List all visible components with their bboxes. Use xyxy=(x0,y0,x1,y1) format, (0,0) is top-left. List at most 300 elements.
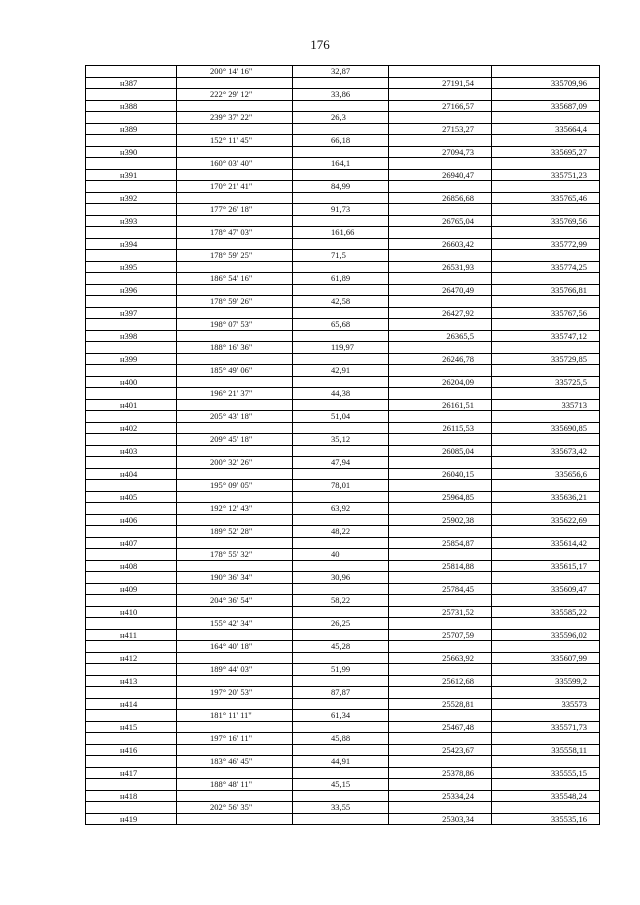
point-name-cell: н402 xyxy=(85,422,176,434)
x-coordinate-cell xyxy=(388,410,491,422)
direction-angle-cell xyxy=(176,445,292,457)
point-name-cell: н408 xyxy=(85,560,176,572)
direction-angle-cell: 189° 44' 03" xyxy=(176,663,292,675)
distance-cell xyxy=(292,445,388,457)
distance-cell xyxy=(292,146,388,158)
x-coordinate-cell: 25334,24 xyxy=(388,790,491,802)
table-row xyxy=(85,744,600,756)
x-coordinate-cell xyxy=(388,180,491,192)
x-coordinate-cell xyxy=(388,65,491,77)
point-name-cell xyxy=(85,594,176,606)
distance-cell xyxy=(292,514,388,526)
point-name-cell: н411 xyxy=(85,629,176,641)
table-row xyxy=(85,698,600,710)
table-row xyxy=(85,295,600,307)
distance-cell: 71,5 xyxy=(292,249,388,261)
distance-cell: 65,68 xyxy=(292,318,388,330)
x-coordinate-cell xyxy=(388,502,491,514)
direction-angle-cell xyxy=(176,399,292,411)
x-coordinate-cell: 26161,51 xyxy=(388,399,491,411)
distance-cell: 84,99 xyxy=(292,180,388,192)
distance-cell xyxy=(292,813,388,826)
distance-cell xyxy=(292,652,388,664)
page-number: 176 xyxy=(310,37,330,52)
direction-angle-cell xyxy=(176,123,292,135)
distance-cell: 40 xyxy=(292,548,388,560)
y-coordinate-cell: 335609,47 xyxy=(491,583,600,595)
distance-cell xyxy=(292,399,388,411)
point-name-cell: н390 xyxy=(85,146,176,158)
y-coordinate-cell: 335687,09 xyxy=(491,100,600,112)
y-coordinate-cell xyxy=(491,410,600,422)
y-coordinate-cell: 335729,85 xyxy=(491,353,600,365)
direction-angle-cell xyxy=(176,100,292,112)
y-coordinate-cell: 335535,16 xyxy=(491,813,600,826)
point-name-cell: н412 xyxy=(85,652,176,664)
table-row xyxy=(85,778,600,790)
point-name-cell xyxy=(85,341,176,353)
direction-angle-cell xyxy=(176,790,292,802)
point-name-cell: н398 xyxy=(85,330,176,342)
y-coordinate-cell xyxy=(491,387,600,399)
table-row xyxy=(85,617,600,629)
table-row xyxy=(85,502,600,514)
y-coordinate-cell: 335725,5 xyxy=(491,376,600,388)
x-coordinate-cell: 26470,49 xyxy=(388,284,491,296)
table-row xyxy=(85,755,600,767)
direction-angle-cell: 178° 47' 03" xyxy=(176,226,292,238)
table-row xyxy=(85,491,600,503)
y-coordinate-cell xyxy=(491,226,600,238)
point-name-cell xyxy=(85,295,176,307)
table-row xyxy=(85,318,600,330)
direction-angle-cell xyxy=(176,560,292,572)
distance-cell xyxy=(292,422,388,434)
direction-angle-cell: 178° 59' 25" xyxy=(176,249,292,261)
y-coordinate-cell xyxy=(491,157,600,169)
point-name-cell: н406 xyxy=(85,514,176,526)
table-row xyxy=(85,606,600,618)
point-name-cell: н392 xyxy=(85,192,176,204)
distance-cell: 119,97 xyxy=(292,341,388,353)
distance-cell: 32,87 xyxy=(292,65,388,77)
table-row xyxy=(85,146,600,158)
y-coordinate-cell: 335615,17 xyxy=(491,560,600,572)
distance-cell xyxy=(292,537,388,549)
distance-cell xyxy=(292,100,388,112)
table-row xyxy=(85,226,600,238)
distance-cell: 51,04 xyxy=(292,410,388,422)
direction-angle-cell: 185° 49' 06" xyxy=(176,364,292,376)
point-name-cell: н399 xyxy=(85,353,176,365)
direction-angle-cell: 160° 03' 40" xyxy=(176,157,292,169)
table-row xyxy=(85,353,600,365)
x-coordinate-cell xyxy=(388,203,491,215)
x-coordinate-cell xyxy=(388,387,491,399)
distance-cell xyxy=(292,491,388,503)
point-name-cell: н410 xyxy=(85,606,176,618)
y-coordinate-cell xyxy=(491,341,600,353)
x-coordinate-cell xyxy=(388,663,491,675)
y-coordinate-cell xyxy=(491,249,600,261)
distance-cell: 45,15 xyxy=(292,778,388,790)
x-coordinate-cell xyxy=(388,594,491,606)
point-name-cell: н416 xyxy=(85,744,176,756)
table-row xyxy=(85,399,600,411)
table-row xyxy=(85,629,600,641)
direction-angle-cell xyxy=(176,583,292,595)
table-row xyxy=(85,640,600,652)
distance-cell xyxy=(292,606,388,618)
distance-cell xyxy=(292,353,388,365)
x-coordinate-cell xyxy=(388,686,491,698)
point-name-cell xyxy=(85,111,176,123)
point-name-cell: н419 xyxy=(85,813,176,826)
x-coordinate-cell: 25707,59 xyxy=(388,629,491,641)
direction-angle-cell xyxy=(176,721,292,733)
direction-angle-cell xyxy=(176,468,292,480)
distance-cell: 78,01 xyxy=(292,479,388,491)
y-coordinate-cell xyxy=(491,433,600,445)
x-coordinate-cell: 26427,92 xyxy=(388,307,491,319)
y-coordinate-cell xyxy=(491,65,600,77)
table-row xyxy=(85,307,600,319)
x-coordinate-cell: 26603,42 xyxy=(388,238,491,250)
x-coordinate-cell xyxy=(388,525,491,537)
y-coordinate-cell xyxy=(491,525,600,537)
point-name-cell xyxy=(85,272,176,284)
distance-cell xyxy=(292,560,388,572)
direction-angle-cell xyxy=(176,192,292,204)
x-coordinate-cell xyxy=(388,778,491,790)
direction-angle-cell xyxy=(176,813,292,826)
table-row xyxy=(85,238,600,250)
y-coordinate-cell xyxy=(491,502,600,514)
table-row xyxy=(85,732,600,744)
point-name-cell xyxy=(85,801,176,813)
point-name-cell: н387 xyxy=(85,77,176,89)
table-row xyxy=(85,272,600,284)
distance-cell xyxy=(292,744,388,756)
x-coordinate-cell xyxy=(388,617,491,629)
point-name-cell: н417 xyxy=(85,767,176,779)
point-name-cell: н405 xyxy=(85,491,176,503)
direction-angle-cell: 152° 11' 45" xyxy=(176,134,292,146)
distance-cell: 164,1 xyxy=(292,157,388,169)
distance-cell xyxy=(292,376,388,388)
y-coordinate-cell xyxy=(491,479,600,491)
table-row xyxy=(85,686,600,698)
direction-angle-cell: 192° 12' 43" xyxy=(176,502,292,514)
table-row xyxy=(85,111,600,123)
x-coordinate-cell xyxy=(388,709,491,721)
table-row xyxy=(85,410,600,422)
direction-angle-cell xyxy=(176,514,292,526)
direction-angle-cell xyxy=(176,698,292,710)
distance-cell: 66,18 xyxy=(292,134,388,146)
direction-angle-cell xyxy=(176,422,292,434)
table-row xyxy=(85,169,600,181)
table-row xyxy=(85,767,600,779)
y-coordinate-cell: 335747,12 xyxy=(491,330,600,342)
direction-angle-cell: 197° 20' 53" xyxy=(176,686,292,698)
point-name-cell xyxy=(85,571,176,583)
direction-angle-cell xyxy=(176,606,292,618)
table-row xyxy=(85,801,600,813)
table-row xyxy=(85,330,600,342)
distance-cell xyxy=(292,123,388,135)
direction-angle-cell: 186° 54' 16" xyxy=(176,272,292,284)
direction-angle-cell: 178° 59' 26" xyxy=(176,295,292,307)
point-name-cell xyxy=(85,778,176,790)
distance-cell xyxy=(292,790,388,802)
x-coordinate-cell: 27191,54 xyxy=(388,77,491,89)
y-coordinate-cell xyxy=(491,732,600,744)
y-coordinate-cell xyxy=(491,640,600,652)
y-coordinate-cell xyxy=(491,548,600,560)
point-name-cell: н389 xyxy=(85,123,176,135)
x-coordinate-cell: 25663,92 xyxy=(388,652,491,664)
y-coordinate-cell xyxy=(491,801,600,813)
y-coordinate-cell: 335695,27 xyxy=(491,146,600,158)
x-coordinate-cell: 27153,27 xyxy=(388,123,491,135)
table-row xyxy=(85,192,600,204)
direction-angle-cell xyxy=(176,146,292,158)
distance-cell xyxy=(292,215,388,227)
direction-angle-cell: 239° 37' 22" xyxy=(176,111,292,123)
point-name-cell xyxy=(85,502,176,514)
direction-angle-cell xyxy=(176,215,292,227)
point-name-cell: н397 xyxy=(85,307,176,319)
table-row xyxy=(85,514,600,526)
table-row xyxy=(85,364,600,376)
point-name-cell: н391 xyxy=(85,169,176,181)
table-row xyxy=(85,284,600,296)
table-row xyxy=(85,249,600,261)
distance-cell xyxy=(292,675,388,687)
point-name-cell: н393 xyxy=(85,215,176,227)
x-coordinate-cell: 26085,04 xyxy=(388,445,491,457)
direction-angle-cell xyxy=(176,353,292,365)
direction-angle-cell: 164° 40' 18" xyxy=(176,640,292,652)
distance-cell: 48,22 xyxy=(292,525,388,537)
y-coordinate-cell: 335622,69 xyxy=(491,514,600,526)
table-row xyxy=(85,583,600,595)
x-coordinate-cell xyxy=(388,295,491,307)
x-coordinate-cell: 26856,68 xyxy=(388,192,491,204)
distance-cell xyxy=(292,468,388,480)
table-row xyxy=(85,456,600,468)
distance-cell: 35,12 xyxy=(292,433,388,445)
direction-angle-cell: 177° 26' 18" xyxy=(176,203,292,215)
distance-cell: 26,25 xyxy=(292,617,388,629)
point-name-cell: н413 xyxy=(85,675,176,687)
y-coordinate-cell: 335656,6 xyxy=(491,468,600,480)
point-name-cell xyxy=(85,686,176,698)
distance-cell: 91,73 xyxy=(292,203,388,215)
direction-angle-cell: 183° 46' 45" xyxy=(176,755,292,767)
point-name-cell: н418 xyxy=(85,790,176,802)
direction-angle-cell xyxy=(176,284,292,296)
distance-cell xyxy=(292,307,388,319)
table-row xyxy=(85,525,600,537)
table-row xyxy=(85,261,600,273)
table-row xyxy=(85,88,600,100)
direction-angle-cell xyxy=(176,491,292,503)
y-coordinate-cell: 335774,25 xyxy=(491,261,600,273)
point-name-cell xyxy=(85,617,176,629)
y-coordinate-cell: 335772,99 xyxy=(491,238,600,250)
table-row xyxy=(85,134,600,146)
direction-angle-cell xyxy=(176,652,292,664)
y-coordinate-cell xyxy=(491,88,600,100)
distance-cell: 47,94 xyxy=(292,456,388,468)
y-coordinate-cell xyxy=(491,134,600,146)
point-name-cell xyxy=(85,732,176,744)
table-row xyxy=(85,157,600,169)
y-coordinate-cell: 335607,99 xyxy=(491,652,600,664)
y-coordinate-cell xyxy=(491,111,600,123)
y-coordinate-cell: 335766,81 xyxy=(491,284,600,296)
point-name-cell xyxy=(85,663,176,675)
distance-cell: 30,96 xyxy=(292,571,388,583)
point-name-cell xyxy=(85,548,176,560)
x-coordinate-cell xyxy=(388,318,491,330)
x-coordinate-cell: 26531,93 xyxy=(388,261,491,273)
table-row xyxy=(85,433,600,445)
distance-cell: 33,55 xyxy=(292,801,388,813)
y-coordinate-cell xyxy=(491,295,600,307)
x-coordinate-cell: 26115,53 xyxy=(388,422,491,434)
direction-angle-cell: 202° 56' 35" xyxy=(176,801,292,813)
x-coordinate-cell xyxy=(388,479,491,491)
distance-cell xyxy=(292,698,388,710)
distance-cell: 51,99 xyxy=(292,663,388,675)
y-coordinate-cell: 335585,22 xyxy=(491,606,600,618)
table-row xyxy=(85,790,600,802)
y-coordinate-cell: 335571,73 xyxy=(491,721,600,733)
x-coordinate-cell: 25814,88 xyxy=(388,560,491,572)
y-coordinate-cell: 335555,15 xyxy=(491,767,600,779)
x-coordinate-cell: 25731,52 xyxy=(388,606,491,618)
x-coordinate-cell xyxy=(388,732,491,744)
x-coordinate-cell: 27094,73 xyxy=(388,146,491,158)
distance-cell: 61,89 xyxy=(292,272,388,284)
table-row xyxy=(85,548,600,560)
x-coordinate-cell: 25964,85 xyxy=(388,491,491,503)
y-coordinate-cell xyxy=(491,617,600,629)
point-name-cell: н409 xyxy=(85,583,176,595)
table-row xyxy=(85,180,600,192)
distance-cell xyxy=(292,192,388,204)
table-row xyxy=(85,675,600,687)
table-row xyxy=(85,387,600,399)
x-coordinate-cell xyxy=(388,755,491,767)
distance-cell: 61,34 xyxy=(292,709,388,721)
distance-cell: 26,3 xyxy=(292,111,388,123)
distance-cell: 44,91 xyxy=(292,755,388,767)
x-coordinate-cell xyxy=(388,88,491,100)
table-row xyxy=(85,77,600,89)
direction-angle-cell: 195° 09' 05" xyxy=(176,479,292,491)
y-coordinate-cell: 335767,56 xyxy=(491,307,600,319)
direction-angle-cell xyxy=(176,169,292,181)
distance-cell xyxy=(292,583,388,595)
distance-cell: 87,87 xyxy=(292,686,388,698)
x-coordinate-cell xyxy=(388,249,491,261)
x-coordinate-cell xyxy=(388,456,491,468)
y-coordinate-cell xyxy=(491,686,600,698)
point-name-cell xyxy=(85,755,176,767)
direction-angle-cell: 222° 29' 12" xyxy=(176,88,292,100)
point-name-cell xyxy=(85,433,176,445)
point-name-cell xyxy=(85,525,176,537)
y-coordinate-cell: 335690,85 xyxy=(491,422,600,434)
x-coordinate-cell xyxy=(388,640,491,652)
direction-angle-cell xyxy=(176,744,292,756)
point-name-cell xyxy=(85,640,176,652)
x-coordinate-cell xyxy=(388,801,491,813)
x-coordinate-cell: 26246,78 xyxy=(388,353,491,365)
direction-angle-cell xyxy=(176,77,292,89)
point-name-cell: н400 xyxy=(85,376,176,388)
y-coordinate-cell: 335599,2 xyxy=(491,675,600,687)
y-coordinate-cell: 335751,23 xyxy=(491,169,600,181)
table-row xyxy=(85,341,600,353)
direction-angle-cell xyxy=(176,307,292,319)
x-coordinate-cell: 26365,5 xyxy=(388,330,491,342)
point-name-cell xyxy=(85,318,176,330)
x-coordinate-cell: 26040,15 xyxy=(388,468,491,480)
table-row xyxy=(85,215,600,227)
x-coordinate-cell: 25467,48 xyxy=(388,721,491,733)
table-row xyxy=(85,468,600,480)
x-coordinate-cell: 26940,47 xyxy=(388,169,491,181)
y-coordinate-cell: 335573 xyxy=(491,698,600,710)
direction-angle-cell: 188° 48' 11" xyxy=(176,778,292,790)
table-row xyxy=(85,376,600,388)
x-coordinate-cell xyxy=(388,341,491,353)
y-coordinate-cell xyxy=(491,571,600,583)
y-coordinate-cell xyxy=(491,456,600,468)
direction-angle-cell xyxy=(176,675,292,687)
direction-angle-cell: 200° 14' 16" xyxy=(176,65,292,77)
x-coordinate-cell xyxy=(388,364,491,376)
table-row xyxy=(85,813,600,825)
direction-angle-cell: 178° 55' 32" xyxy=(176,548,292,560)
x-coordinate-cell xyxy=(388,272,491,284)
table-row xyxy=(85,560,600,572)
x-coordinate-cell xyxy=(388,157,491,169)
distance-cell: 42,91 xyxy=(292,364,388,376)
x-coordinate-cell xyxy=(388,111,491,123)
point-name-cell xyxy=(85,364,176,376)
direction-angle-cell: 189° 52' 28" xyxy=(176,525,292,537)
distance-cell xyxy=(292,169,388,181)
point-name-cell: н415 xyxy=(85,721,176,733)
distance-cell: 44,38 xyxy=(292,387,388,399)
point-name-cell xyxy=(85,180,176,192)
y-coordinate-cell: 335713 xyxy=(491,399,600,411)
direction-angle-cell xyxy=(176,261,292,273)
table-row xyxy=(85,123,600,135)
y-coordinate-cell: 335614,42 xyxy=(491,537,600,549)
x-coordinate-cell: 26765,04 xyxy=(388,215,491,227)
point-name-cell: н388 xyxy=(85,100,176,112)
direction-angle-cell: 205° 43' 18" xyxy=(176,410,292,422)
direction-angle-cell xyxy=(176,629,292,641)
x-coordinate-cell xyxy=(388,134,491,146)
